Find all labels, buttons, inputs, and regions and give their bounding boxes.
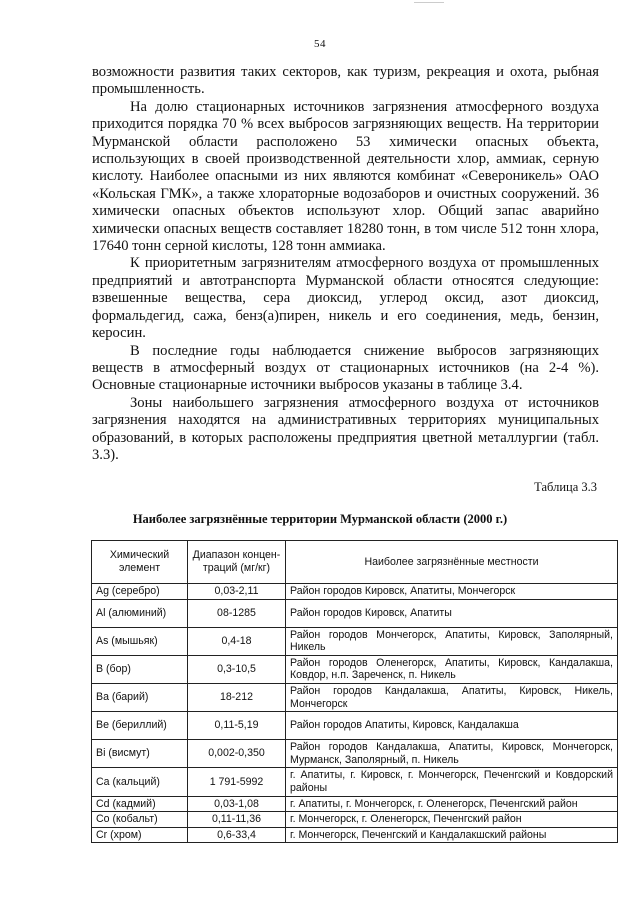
paragraph: Зоны наибольшего загрязнения атмосферного воздуха от источников загрязнения находятся на административных территориях муниципальных образований, в которых расположены предприятия цветной металлургии (табл. 3.3). [92, 394, 599, 463]
table-row [92, 712, 618, 740]
cell-locations: Район городов Кировск, Апатиты [286, 599, 618, 627]
cell-element: Cd (кадмий) [92, 796, 188, 812]
cell-range: 0,002-0,350 [188, 740, 286, 768]
cell-locations: Район городов Кандалакша, Апатиты, Кировск, Мончегорск, Мурманск, Заполярный, п. Никель [286, 740, 618, 768]
cell-locations: Район городов Кировск, Апатиты, Мончегорск [286, 584, 618, 600]
cell-locations: г. Мончегорск, Печенгский и Кандалакшский районы [286, 827, 618, 843]
cell-locations: Район городов Кандалакша, Апатиты, Кировск, Никель, Мончегорск [286, 683, 618, 711]
pollution-table [91, 540, 618, 843]
table-row [92, 740, 618, 768]
cell-locations: Район городов Оленегорск, Апатиты, Кировск, Кандалакша, Ковдор, н.п. Зареченск, п. Никель [286, 655, 618, 683]
cell-element: Ba (барий) [92, 683, 188, 711]
cell-element: Co (кобальт) [92, 812, 188, 828]
body-text [92, 64, 599, 464]
header-range: Диапазон концен- траций (мг/кг) [188, 541, 286, 584]
cell-locations: г. Апатиты, г. Кировск, г. Мончегорск, Печенгский и Ковдорский районы [286, 768, 618, 796]
table-row [92, 812, 618, 828]
cell-element: Ag (серебро) [92, 584, 188, 600]
cell-element: Ca (кальций) [92, 768, 188, 796]
scan-artifact-line [414, 2, 444, 3]
cell-locations: Район городов Мончегорск, Апатиты, Кировск, Заполярный, Никель [286, 627, 618, 655]
cell-locations: г. Апатиты, г. Мончегорск, г. Оленегорск, Печенгский район [286, 796, 618, 812]
header-locations: Наиболее загрязнённые местности [286, 541, 618, 584]
cell-range: 18-212 [188, 683, 286, 711]
table-row [92, 599, 618, 627]
cell-element: Bi (висмут) [92, 740, 188, 768]
table-row [92, 655, 618, 683]
cell-element: As (мышьяк) [92, 627, 188, 655]
paragraph: возможности развития таких секторов, как туризм, рекреация и охота, рыбная промышленность. [92, 64, 599, 98]
cell-range: 0,03-1,08 [188, 796, 286, 812]
table-row [92, 584, 618, 600]
table-row [92, 796, 618, 812]
cell-locations: г. Мончегорск, г. Оленегорск, Печенгский район [286, 812, 618, 828]
cell-element: Cr (хром) [92, 827, 188, 843]
cell-element: B (бор) [92, 655, 188, 683]
cell-range: 1 791-5992 [188, 768, 286, 796]
cell-range: 08-1285 [188, 599, 286, 627]
cell-range: 0,4-18 [188, 627, 286, 655]
table-header-row [92, 541, 618, 584]
table-title: Наиболее загрязнённые территории Мурманской области (2000 г.) [132, 512, 508, 526]
page-number: 54 [314, 38, 326, 50]
cell-locations: Район городов Апатиты, Кировск, Кандалакша [286, 712, 618, 740]
cell-range: 0,11-11,36 [188, 812, 286, 828]
table-row [92, 627, 618, 655]
table-label: Таблица 3.3 [534, 480, 597, 494]
paragraph: К приоритетным загрязнителям атмосферного воздуха от промышленных предприятий и автотранспорта Мурманской области относятся следующие: взвешенные вещества, сера диоксид, углерод оксид, азот диоксид, формальдегид, сажа, бенз(а)пирен, никель и его соединения, медь, бензин, керосин. [92, 255, 599, 342]
cell-range: 0,03-2,11 [188, 584, 286, 600]
table-row [92, 768, 618, 796]
cell-range: 0,6-33,4 [188, 827, 286, 843]
table-row [92, 827, 618, 843]
paragraph: На долю стационарных источников загрязнения атмосферного воздуха приходится порядка 70 % всех выбросов загрязняющих веществ. На территории Мурманской области расположено 53 химически опасных объекта, использующих в своей производственной деятельности хлор, аммиак, серную кислоту. Наиболее опасными из них являются комбинат «Североникель» ОАО «Кольская ГМК», а также хлораторные водозаборов и очистных сооружений. 36 химически опасных объектов используют хлор. Общий запас аварийно химически опасных веществ составляет 18280 тонн, в том числе 512 тонн хлора, 17640 тонн серной кислоты, 128 тонн аммиака. [92, 98, 599, 255]
cell-range: 0,11-5,19 [188, 712, 286, 740]
paragraph: В последние годы наблюдается снижение выбросов загрязняющих веществ в атмосферный воздух от стационарных источников (на 2-4 %). Основные стационарные источники выбросов указаны в таблице 3.4. [92, 342, 599, 394]
table-row [92, 683, 618, 711]
cell-element: Be (бериллий) [92, 712, 188, 740]
cell-range: 0,3-10,5 [188, 655, 286, 683]
cell-element: Al (алюминий) [92, 599, 188, 627]
header-element: Химический элемент [92, 541, 188, 584]
